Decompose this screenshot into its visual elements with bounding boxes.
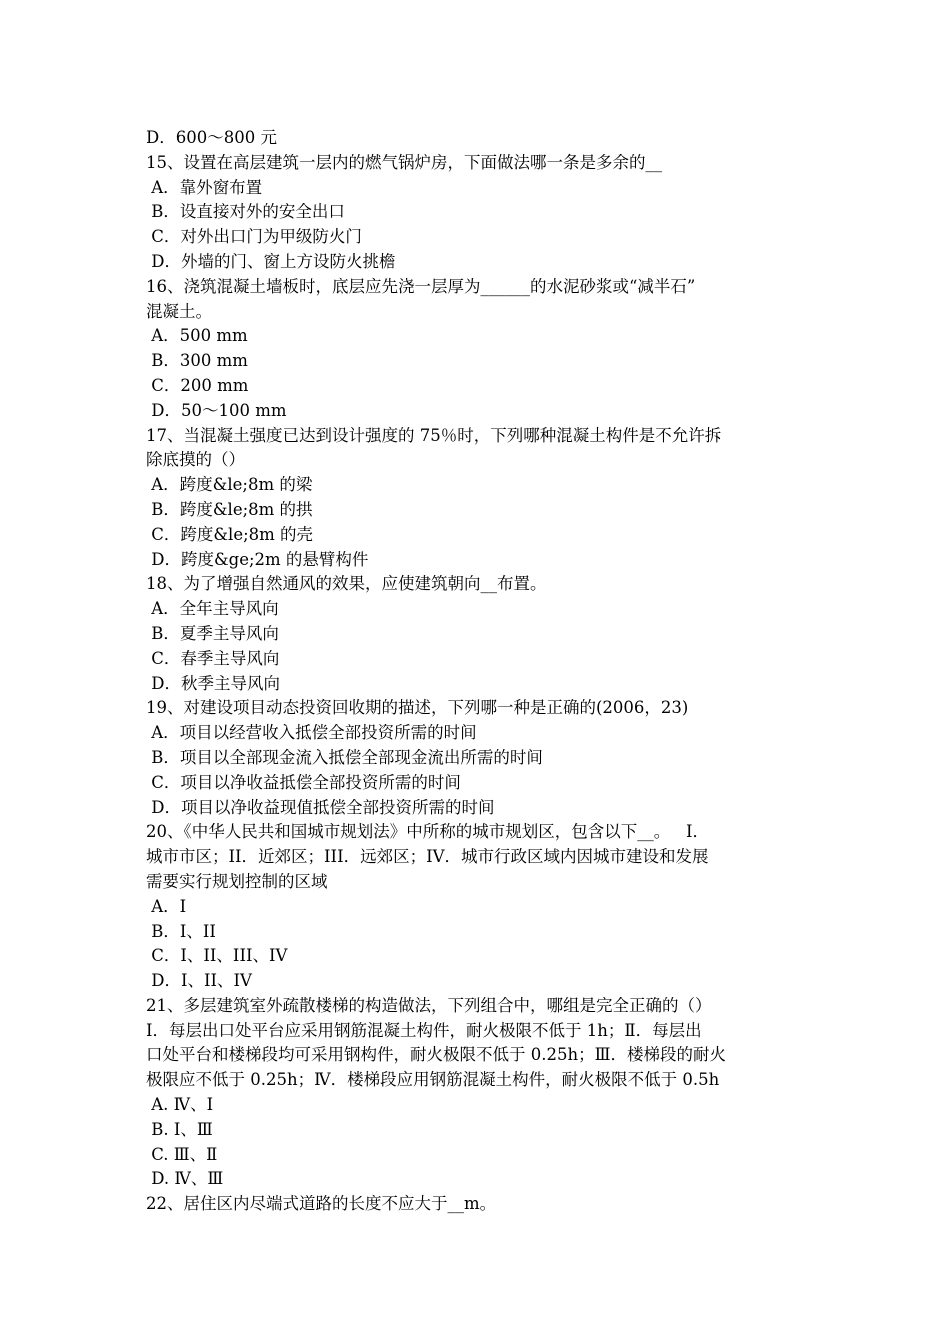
option-d-q20: D．I、II、IV <box>146 971 252 991</box>
option-a-q15: A．靠外窗布置 <box>146 177 263 197</box>
question-16-line-1: 16、浇筑混凝土墙板时，底层应先浇一层厚为______的水泥砂浆或“减半石” <box>146 276 696 296</box>
option-d-q16: D．50～100 mm <box>146 400 287 420</box>
document-page <box>146 126 816 1217</box>
option-b-q15: B．设直接对外的安全出口 <box>146 202 345 222</box>
option-d-q19: D．项目以净收益现值抵偿全部投资所需的时间 <box>146 797 495 817</box>
option-a-q21: A. Ⅳ、Ⅰ <box>146 1095 214 1115</box>
option-c-q20: C．I、II、III、IV <box>146 946 288 966</box>
option-d-q21: D. Ⅳ、Ⅲ <box>146 1169 224 1189</box>
option-b-q19: B．项目以全部现金流入抵偿全部现金流出所需的时间 <box>146 747 543 767</box>
question-20-line-2: 城市市区；II．近郊区；III．远郊区；IV．城市行政区域内因城市建设和发展 <box>146 847 709 867</box>
option-d-q17: D．跨度&ge;2m 的悬臂构件 <box>146 549 369 569</box>
option-a-q17: A．跨度&le;8m 的梁 <box>146 475 313 495</box>
question-22: 22、居住区内尽端式道路的长度不应大于__m。 <box>146 1194 497 1214</box>
option-c-q17: C．跨度&le;8m 的壳 <box>146 524 314 544</box>
option-a-q20: A．I <box>146 896 187 916</box>
option-a-q16: A．500 mm <box>146 326 248 346</box>
option-c-q21: C. Ⅲ、Ⅱ <box>146 1144 218 1164</box>
option-d-q14: D．600～800 元 <box>146 128 277 147</box>
question-17-line-2: 除底摸的（） <box>146 450 245 470</box>
option-c-q15: C．对外出口门为甲级防火门 <box>146 227 362 247</box>
option-a-q19: A．项目以经营收入抵偿全部投资所需的时间 <box>146 723 477 743</box>
question-21-line-3: 口处平台和楼梯段均可采用钢构件，耐火极限不低于 0.25h；Ⅲ．楼梯段的耐火 <box>146 1045 727 1065</box>
question-17-line-1: 17、当混凝土强度已达到设计强度的 75％时，下列哪种混凝土构件是不允许拆 <box>146 425 722 445</box>
option-d-q15: D．外墙的门、窗上方设防火挑檐 <box>146 251 396 271</box>
question-21-line-1: 21、多层建筑室外疏散楼梯的构造做法，下列组合中，哪组是完全正确的（） <box>146 995 712 1015</box>
question-15: 15、设置在高层建筑一层内的燃气锅炉房，下面做法哪一条是多余的__ <box>146 152 662 172</box>
question-20-line-1: 20、《中华人民共和国城市规划法》中所称的城市规划区，包含以下__。 I． <box>146 822 709 842</box>
option-b-q21: B. Ⅰ、Ⅲ <box>146 1119 213 1139</box>
question-16-line-2: 混凝土。 <box>146 301 212 321</box>
question-21-line-4: 极限应不低于 0.25h；Ⅳ．楼梯段应用钢筋混凝土构件，耐火极限不低于 0.5h <box>146 1070 720 1090</box>
option-d-q18: D．秋季主导风向 <box>146 673 280 693</box>
option-b-q16: B．300 mm <box>146 351 248 371</box>
option-c-q19: C．项目以净收益抵偿全部投资所需的时间 <box>146 772 461 792</box>
option-b-q17: B．跨度&le;8m 的拱 <box>146 499 313 519</box>
option-b-q20: B．I、II <box>146 921 216 941</box>
option-b-q18: B．夏季主导风向 <box>146 623 279 643</box>
question-21-line-2: Ⅰ．每层出口处平台应采用钢筋混凝土构件，耐火极限不低于 1h；Ⅱ．每层出 <box>146 1020 702 1040</box>
option-a-q18: A．全年主导风向 <box>146 599 279 619</box>
question-19: 19、对建设项目动态投资回收期的描述，下列哪一种是正确的(2006，23) <box>146 698 689 718</box>
option-c-q16: C．200 mm <box>146 375 249 395</box>
question-18: 18、为了增强自然通风的效果，应使建筑朝向__布置。 <box>146 574 547 594</box>
option-c-q18: C．春季主导风向 <box>146 648 280 668</box>
question-20-line-3: 需要实行规划控制的区域 <box>146 871 328 891</box>
